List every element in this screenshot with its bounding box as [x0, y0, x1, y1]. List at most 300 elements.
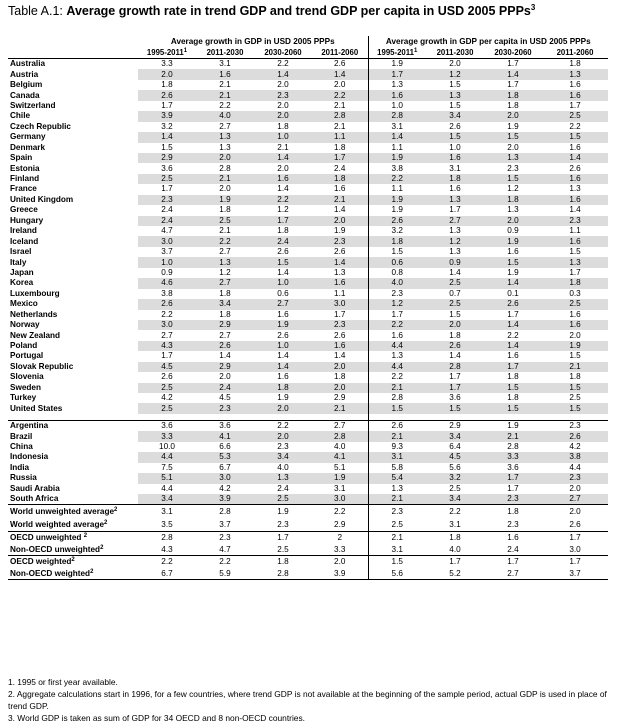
value-cell: 2.2 — [219, 100, 231, 110]
value-cell: 4.5 — [219, 393, 231, 403]
value-cell: 1.1 — [569, 226, 581, 236]
value-cell: 2.3 — [507, 519, 519, 529]
value-cell: 1.8 — [277, 121, 289, 131]
value-cell: 2.0 — [312, 216, 368, 226]
value-cell: 1.6 — [507, 351, 519, 361]
value-cell: 3.9 — [196, 494, 254, 505]
value-cell: 5.2 — [426, 568, 484, 580]
row-label: Finland — [10, 174, 40, 184]
value-cell: 4.6 — [138, 278, 196, 288]
value-cell: 4.7 — [161, 226, 173, 236]
value-cell: 2.7 — [219, 121, 231, 131]
value-cell: 4.0 — [368, 278, 426, 288]
value-cell: 2.3 — [368, 505, 426, 519]
row-label: Ireland — [10, 226, 37, 236]
value-cell: 1.4 — [484, 278, 542, 288]
value-cell: 2.6 — [277, 247, 289, 257]
value-cell: 2.5 — [569, 393, 581, 403]
value-cell: 1.8 — [277, 226, 289, 236]
value-cell: 1.7 — [484, 362, 542, 372]
row-label: Canada — [10, 90, 40, 100]
value-cell: 5.4 — [368, 473, 426, 483]
value-cell: 3.4 — [426, 494, 484, 505]
value-cell: 1.7 — [368, 310, 426, 320]
value-cell: 1.8 — [569, 372, 581, 382]
value-cell: 2.7 — [219, 247, 231, 257]
table-row — [8, 431, 608, 441]
value-cell: 1.3 — [368, 351, 426, 361]
value-cell: 2.5 — [449, 483, 461, 493]
row-label: Mexico — [10, 299, 38, 309]
value-cell: 1.8 — [254, 556, 312, 568]
value-cell: 1.5 — [426, 132, 484, 142]
row-label: New Zealand — [10, 330, 61, 340]
value-cell: 1.8 — [426, 174, 484, 184]
row-label: Korea — [10, 278, 34, 288]
value-cell: 5.1 — [334, 462, 346, 472]
value-cell: 1.8 — [368, 236, 426, 246]
value-cell: 1.4 — [542, 153, 608, 163]
row-label: Brazil — [10, 431, 33, 441]
value-cell: 1.6 — [312, 341, 368, 351]
value-cell: 2.7 — [219, 330, 231, 340]
table-row — [8, 163, 608, 173]
value-cell: 2.4 — [277, 483, 289, 493]
value-cell: 1.4 — [449, 267, 461, 277]
row-label: Poland — [10, 341, 38, 351]
value-cell: 6.7 — [138, 568, 196, 580]
value-cell: 2.0 — [254, 111, 312, 121]
value-cell: 2.0 — [219, 184, 231, 194]
value-cell: 1.9 — [484, 236, 542, 246]
value-cell: 1.4 — [277, 351, 289, 361]
value-cell: 9.3 — [368, 442, 426, 452]
value-cell: 4.4 — [368, 341, 426, 351]
value-cell: 1.5 — [542, 403, 608, 413]
value-cell: 2.3 — [254, 90, 312, 100]
table-row — [8, 532, 608, 544]
table-row — [8, 143, 608, 153]
row-label: Japan — [10, 267, 34, 277]
value-cell: 2.7 — [196, 278, 254, 288]
value-cell: 1.7 — [507, 483, 519, 493]
table-row — [8, 132, 608, 142]
value-cell: 1.4 — [334, 205, 346, 215]
row-label: Sweden — [10, 382, 41, 392]
value-cell: 3.0 — [569, 544, 581, 554]
value-cell: 2.0 — [312, 383, 368, 393]
value-cell: 0.9 — [161, 267, 173, 277]
value-cell: 3.4 — [254, 452, 312, 462]
value-cell: 1.9 — [254, 505, 312, 519]
value-cell: 1.8 — [334, 142, 346, 152]
row-label: Iceland — [10, 236, 39, 246]
table-row — [8, 403, 608, 413]
value-cell: 2.8 — [219, 163, 231, 173]
table-row — [8, 195, 608, 205]
value-cell: 1.0 — [138, 257, 196, 267]
value-cell: 1.5 — [569, 351, 581, 361]
value-cell: 2.8 — [368, 111, 426, 121]
table-row — [8, 351, 608, 361]
value-cell: 4.1 — [312, 452, 368, 462]
value-cell: 3.3 — [484, 452, 542, 462]
value-cell: 3.8 — [161, 288, 173, 298]
value-cell: 1.8 — [484, 90, 542, 100]
value-cell: 1.3 — [196, 257, 254, 267]
value-cell: 10.0 — [159, 441, 175, 451]
value-cell: 1.8 — [507, 100, 519, 110]
value-cell: 4.5 — [138, 362, 196, 372]
table-row — [8, 372, 608, 382]
value-cell: 1.8 — [507, 393, 519, 403]
value-cell: 6.7 — [219, 462, 231, 472]
value-cell: 4.2 — [219, 483, 231, 493]
value-cell: 4.0 — [334, 441, 346, 451]
value-cell: 1.9 — [507, 121, 519, 131]
table-row — [8, 184, 608, 194]
value-cell: 1.5 — [368, 556, 426, 568]
value-cell: 2.5 — [254, 494, 312, 505]
value-cell: 1.2 — [507, 184, 519, 194]
value-cell: 1.9 — [254, 320, 312, 330]
value-cell: 1.4 — [312, 69, 368, 79]
value-cell: 1.0 — [254, 278, 312, 288]
row-label: Greece — [10, 205, 38, 215]
value-cell: 2.8 — [138, 532, 196, 544]
value-cell: 2.9 — [334, 393, 346, 403]
value-cell: 3.1 — [368, 452, 426, 462]
value-cell: 2.0 — [277, 80, 289, 90]
row-label: United Kingdom — [10, 194, 74, 204]
value-cell: 1.7 — [161, 351, 173, 361]
value-cell: 2.9 — [196, 362, 254, 372]
table-row — [8, 310, 608, 320]
footnote: 2. Aggregate calculations start in 1996, for a few countries, where trend GDP is not available at the beginning of the sample period, actual GDP is used in place of trend GDP. — [8, 689, 607, 711]
value-cell: 1.6 — [542, 236, 608, 246]
table-row — [8, 341, 608, 351]
row-label: Non-OECD weighted$^2$ — [8, 568, 138, 580]
value-cell: 1.4 — [312, 257, 368, 267]
value-cell: 2.3 — [507, 163, 519, 173]
value-cell: 2.2 — [312, 90, 368, 100]
value-cell: 2.6 — [569, 519, 581, 529]
value-cell: 2.3 — [312, 236, 368, 246]
row-footnote-marker: 2 — [114, 506, 118, 513]
value-cell: 2.5 — [196, 216, 254, 226]
value-cell: 1.0 — [449, 142, 461, 152]
value-cell: 2.8 — [254, 568, 312, 580]
row-label: Russia — [10, 473, 37, 483]
value-cell: 1.3 — [484, 153, 542, 163]
table-row — [8, 544, 608, 556]
value-cell: 2.8 — [507, 441, 519, 451]
value-cell: 2.0 — [334, 80, 346, 90]
value-cell: 2.2 — [254, 195, 312, 205]
value-cell: 3.4 — [426, 111, 484, 121]
value-cell: 1.4 — [219, 351, 231, 361]
value-cell: 3.3 — [334, 544, 346, 554]
value-cell: 1.7 — [254, 216, 312, 226]
value-cell: 3.1 — [334, 483, 346, 493]
value-cell: 2.7 — [426, 216, 484, 226]
value-cell: 1.9 — [196, 195, 254, 205]
gdp-pc-group-header: Average growth in GDP per capita in USD 2005 PPPs — [368, 36, 608, 47]
value-cell: 1.5 — [426, 403, 484, 413]
value-cell: 1.7 — [484, 556, 542, 568]
table-row — [8, 494, 608, 505]
value-cell: 0.9 — [426, 257, 484, 267]
value-cell: 4.4 — [138, 452, 196, 462]
value-cell: 1.4 — [254, 362, 312, 372]
value-cell: 6.6 — [219, 441, 231, 451]
value-cell: 2.3 — [368, 289, 426, 299]
value-cell: 1.5 — [368, 247, 426, 257]
table-row — [8, 80, 608, 90]
value-cell: 1.3 — [542, 257, 608, 267]
table-row — [8, 278, 608, 288]
value-cell: 2.5 — [138, 174, 196, 184]
row-label: Estonia — [10, 163, 40, 173]
table-row — [8, 122, 608, 132]
table-row — [8, 330, 608, 340]
value-cell: 4.2 — [569, 441, 581, 451]
row-label: Slovenia — [10, 372, 44, 382]
value-cell: 2.0 — [484, 216, 542, 226]
footnote: 3. World GDP is taken as sum of GDP for 34 OECD and 8 non-OECD countries. — [8, 713, 305, 723]
value-cell: 2.1 — [368, 431, 426, 441]
value-cell: 1.4 — [254, 69, 312, 79]
value-cell: 1.5 — [542, 383, 608, 393]
value-cell: 4.7 — [219, 544, 231, 554]
value-cell: 1.6 — [368, 330, 426, 340]
table-number: Table A.1: — [8, 4, 63, 19]
value-cell: 1.6 — [196, 69, 254, 79]
period-footnote-marker: 1 — [414, 47, 418, 54]
value-cell: 1.2 — [426, 236, 484, 246]
value-cell: 1.7 — [426, 383, 484, 393]
value-cell: 1.5 — [484, 403, 542, 413]
row-label: Indonesia — [10, 452, 49, 462]
growth-table — [8, 36, 608, 580]
value-cell: 1.7 — [507, 59, 519, 69]
value-cell: 2.8 — [312, 111, 368, 121]
value-cell: 2.4 — [161, 205, 173, 215]
value-cell: 6.4 — [449, 441, 461, 451]
value-cell: 2.0 — [484, 111, 542, 121]
value-cell: 1.7 — [426, 556, 484, 568]
period-header-row — [8, 47, 608, 59]
value-cell: 3.2 — [426, 473, 484, 483]
value-cell: 1.8 — [161, 80, 173, 90]
value-cell: 2.2 — [507, 330, 519, 340]
value-cell: 1.7 — [569, 100, 581, 110]
value-cell: 5.3 — [196, 452, 254, 462]
value-cell: 2.0 — [254, 431, 312, 441]
row-footnote-marker: 2 — [71, 557, 75, 564]
value-cell: 1.6 — [542, 195, 608, 205]
value-cell: 2.6 — [161, 372, 173, 382]
gdp-group-header: Average growth in GDP in USD 2005 PPPs — [170, 36, 335, 46]
value-cell: 1.9 — [484, 420, 542, 431]
value-cell: 2.6 — [569, 163, 581, 173]
value-cell: 2.1 — [219, 226, 231, 236]
row-label: Spain — [10, 153, 33, 163]
value-cell: 2.1 — [196, 174, 254, 184]
value-cell: 1.7 — [569, 267, 581, 277]
value-cell: 1.2 — [368, 299, 426, 309]
value-cell: 1.8 — [449, 330, 461, 340]
value-cell: 4.2 — [161, 393, 173, 403]
value-cell: 1.1 — [334, 288, 346, 298]
row-label: United States — [10, 403, 63, 413]
row-label: World weighted average$^2$ — [10, 519, 108, 529]
row-label: Switzerland — [10, 100, 56, 110]
value-cell: 1.5 — [484, 132, 542, 142]
value-cell: 2.2 — [312, 505, 368, 519]
value-cell: 3.7 — [219, 519, 231, 529]
value-cell: 2.6 — [277, 330, 289, 340]
table-row — [8, 505, 608, 519]
value-cell: 2.9 — [426, 420, 484, 431]
value-cell: 1.5 — [484, 174, 542, 184]
value-cell: 1.6 — [542, 320, 608, 330]
value-cell: 3.1 — [368, 122, 426, 132]
value-cell: 0.8 — [368, 268, 426, 278]
value-cell: 2.5 — [542, 111, 608, 121]
value-cell: 1.7 — [312, 153, 368, 163]
row-label: Non-OECD unweighted$^2$ — [10, 544, 104, 554]
row-label: Saudi Arabia — [10, 483, 60, 493]
value-cell: 2.3 — [484, 494, 542, 505]
value-cell: 1.7 — [449, 205, 461, 215]
value-cell: 2.2 — [254, 420, 312, 431]
row-label: World unweighted average$^2$ — [8, 505, 138, 519]
value-cell: 2.1 — [312, 403, 368, 413]
row-footnote-marker: 2 — [90, 568, 94, 575]
table-row — [8, 289, 608, 299]
row-label: OECD weighted$^2$ — [8, 556, 138, 568]
table-row — [8, 226, 608, 236]
value-cell: 1.8 — [312, 174, 368, 184]
table-row — [8, 69, 608, 79]
value-cell: 1.5 — [449, 100, 461, 110]
value-cell: 1.6 — [426, 153, 484, 163]
value-cell: 1.4 — [368, 132, 426, 142]
value-cell: 2.3 — [138, 195, 196, 205]
value-cell: 1.4 — [334, 351, 346, 361]
value-cell: 1.4 — [449, 351, 461, 361]
value-cell: 3.6 — [196, 420, 254, 431]
value-cell: 2.6 — [542, 431, 608, 441]
value-cell: 2.2 — [426, 505, 484, 519]
value-cell: 2.3 — [277, 441, 289, 451]
value-cell: 4.0 — [196, 111, 254, 121]
table-title — [8, 3, 613, 18]
value-cell: 3.0 — [312, 494, 368, 505]
value-cell: 1.7 — [254, 532, 312, 544]
value-cell: 3.2 — [368, 226, 426, 236]
value-cell: 2.9 — [138, 153, 196, 163]
value-cell: 2.1 — [368, 532, 426, 544]
value-cell: 2.1 — [312, 195, 368, 205]
value-cell: 1.6 — [277, 309, 289, 319]
value-cell: 1.6 — [569, 142, 581, 152]
value-cell: 1.9 — [368, 195, 426, 205]
value-cell: 1.0 — [254, 341, 312, 351]
period-header: 2030-2060 — [254, 47, 312, 59]
value-cell: 1.8 — [426, 532, 484, 544]
value-cell: 2.2 — [138, 556, 196, 568]
value-cell: 3.1 — [219, 59, 231, 69]
value-cell: 1.4 — [277, 267, 289, 277]
value-cell: 0.1 — [507, 288, 519, 298]
value-cell: 2.7 — [312, 420, 368, 431]
value-cell: 4.1 — [196, 431, 254, 441]
value-cell: 2.6 — [334, 59, 346, 69]
value-cell: 1.8 — [219, 205, 231, 215]
value-cell: 1.3 — [254, 473, 312, 483]
value-cell: 1.7 — [507, 80, 519, 90]
table-row — [8, 205, 608, 215]
value-cell: 3.8 — [368, 163, 426, 173]
table-row — [8, 257, 608, 267]
value-cell: 1.2 — [277, 205, 289, 215]
value-cell: 5.1 — [138, 473, 196, 483]
value-cell: 2.0 — [507, 142, 519, 152]
period-header: 2011-2030 — [196, 47, 254, 59]
value-cell: 1.5 — [161, 142, 173, 152]
value-cell: 4.3 — [161, 544, 173, 554]
value-cell: 2.5 — [277, 544, 289, 554]
value-cell: 7.5 — [161, 462, 173, 472]
row-label: Netherlands — [10, 309, 58, 319]
value-cell: 1.6 — [368, 90, 426, 100]
value-cell: 1.3 — [334, 267, 346, 277]
value-cell: 4.4 — [161, 483, 173, 493]
value-cell: 1.8 — [507, 372, 519, 382]
value-cell: 1.7 — [484, 473, 542, 483]
value-cell: 3.6 — [138, 420, 196, 431]
value-cell: 2.8 — [368, 393, 426, 403]
period-header: 2030-2060 — [484, 47, 542, 59]
period-header: 2011-2060 — [312, 47, 368, 59]
row-label: Chile — [10, 111, 31, 121]
value-cell: 2.6 — [334, 330, 346, 340]
value-cell: 3.7 — [161, 247, 173, 257]
value-cell: 3.0 — [138, 320, 196, 330]
value-cell: 2.1 — [368, 383, 426, 393]
value-cell: 1.6 — [312, 278, 368, 288]
period-footnote-marker: 1 — [183, 47, 188, 54]
value-cell: 1.8 — [254, 383, 312, 393]
value-cell: 2.0 — [254, 403, 312, 413]
value-cell: 3.9 — [138, 111, 196, 121]
value-cell: 2.2 — [196, 556, 254, 568]
value-cell: 1.5 — [368, 403, 426, 413]
value-cell: 1.3 — [368, 80, 426, 90]
value-cell: 3.4 — [196, 299, 254, 309]
row-label: Czech Republic — [10, 121, 71, 131]
value-cell: 2.1 — [542, 362, 608, 372]
value-cell: 1.9 — [368, 59, 426, 70]
value-cell: 1.6 — [507, 247, 519, 257]
value-cell: 2.4 — [196, 383, 254, 393]
row-footnote-marker: 2 — [104, 519, 108, 526]
row-label: Austria — [10, 69, 39, 79]
value-cell: 2.4 — [507, 544, 519, 554]
row-label: Turkey — [10, 393, 37, 403]
